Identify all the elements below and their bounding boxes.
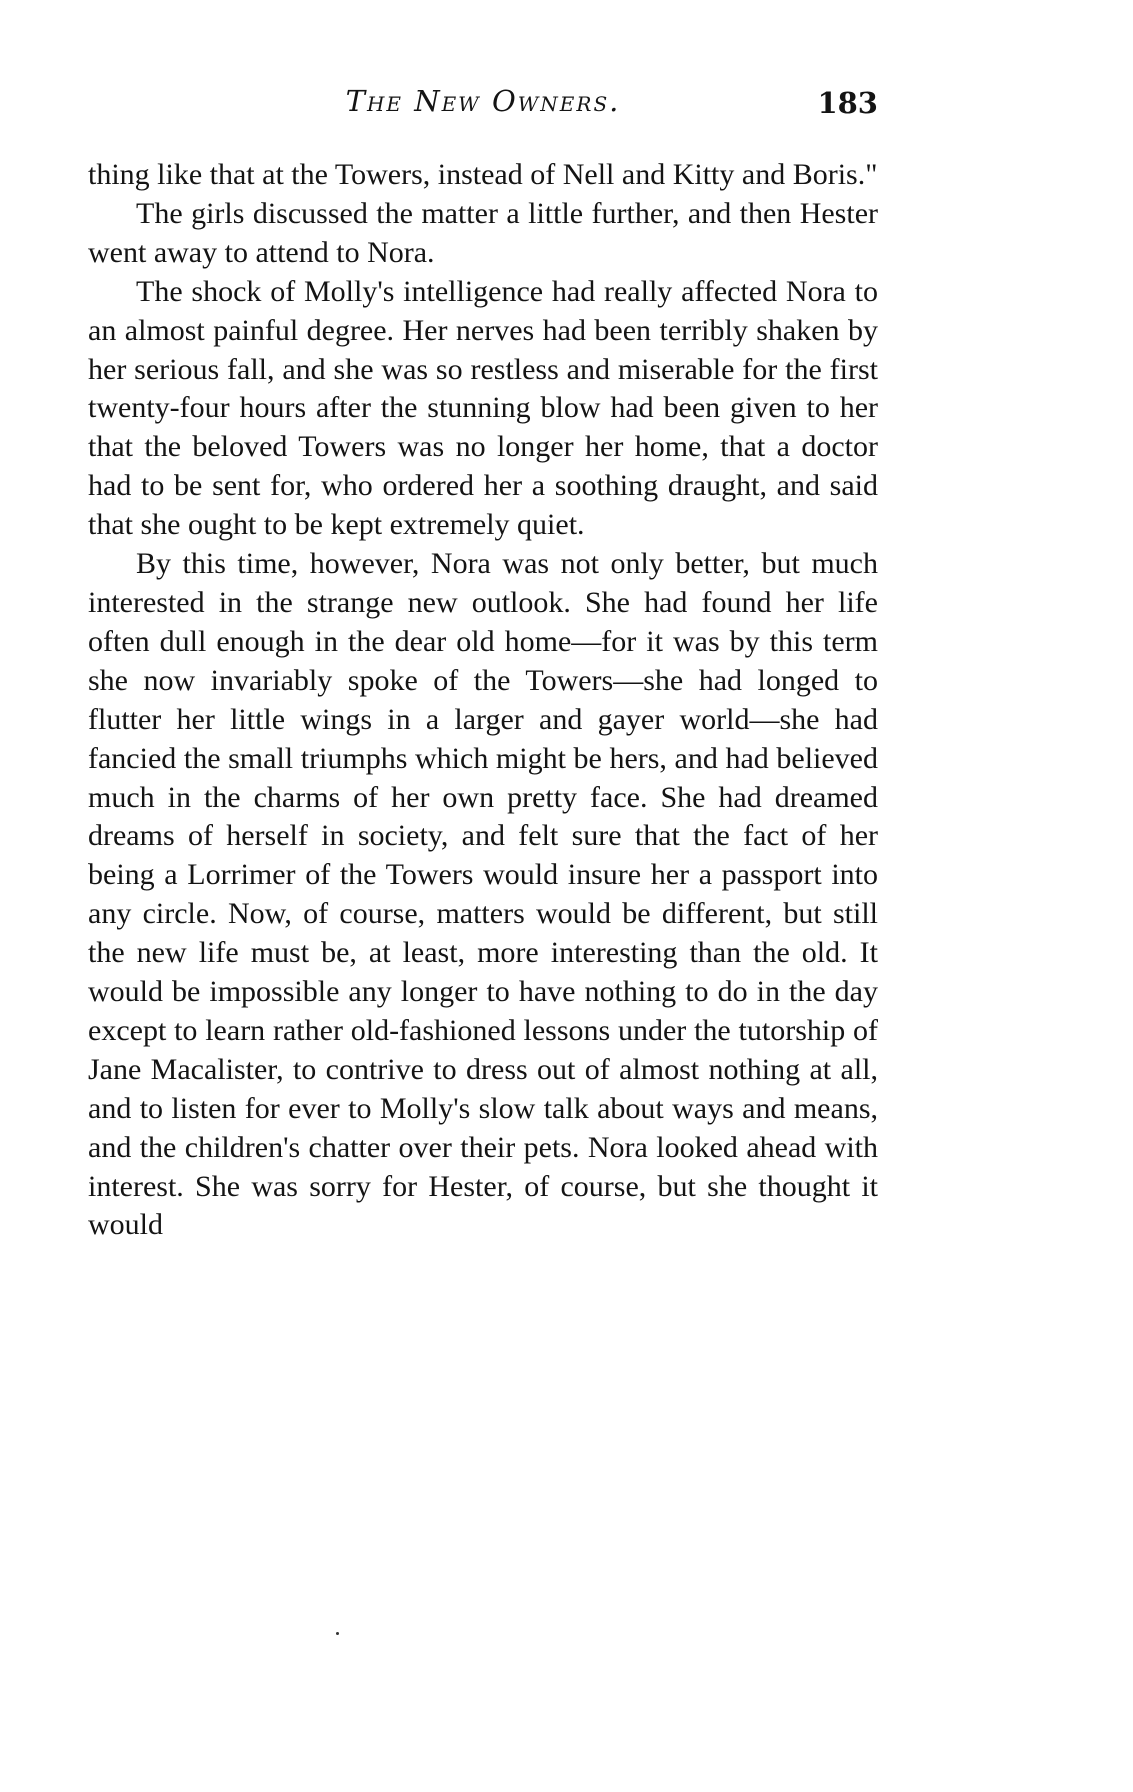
paragraph: The shock of Molly's intelligence had really affected Nora to an almost painful degree. Her nerves had been terribly shaken by her serious fall, and she was so restless and miserable for the first twenty-four hours after the stunning blow had been given to her that the beloved Towers was no longer her home, that a doctor had to be sent for, who ordered her a soothing draught, and said that she ought to be kept extremely quiet. (88, 274, 878, 542)
paragraph: By this time, however, Nora was not only better, but much interested in the strange new outlook. She had found her life often dull enough in the dear old home—for it was by this term she now invariably spoke of the Towers—she had longed to flutter her little wings in a larger and gayer world—she had fancied the small triumphs which might be hers, and had believed much in the charms of her own pretty face. She had dreamed dreams of herself in society, and felt sure that the fact of her being a Lorrimer of the Towers would insure her a passport into any circle. Now, of course, matters would be different, but still the new life must be, at least, more interesting than the old. It would be impossible any longer to have nothing to do in the day except to learn rather old-fashioned lessons under the tutorship of Jane Macalister, to contrive to dress out of almost nothing at all, and to listen for ever to Molly's slow talk about ways and means, and the children's chatter over their pets. Nora looked ahead with interest. She was sorry for Hester, of course, but she thought it would (88, 547, 878, 1242)
page-number: 183 (817, 86, 878, 120)
print-speck (336, 1632, 339, 1635)
body-text (88, 156, 878, 1245)
running-head (88, 84, 878, 128)
running-title: The New Owners. (345, 84, 621, 118)
paragraph-continuation: thing like that at the Towers, instead of Nell and Kitty and Boris." (88, 158, 878, 191)
paragraph: The girls discussed the matter a little further, and then Hester went away to attend to Nora. (88, 196, 878, 269)
